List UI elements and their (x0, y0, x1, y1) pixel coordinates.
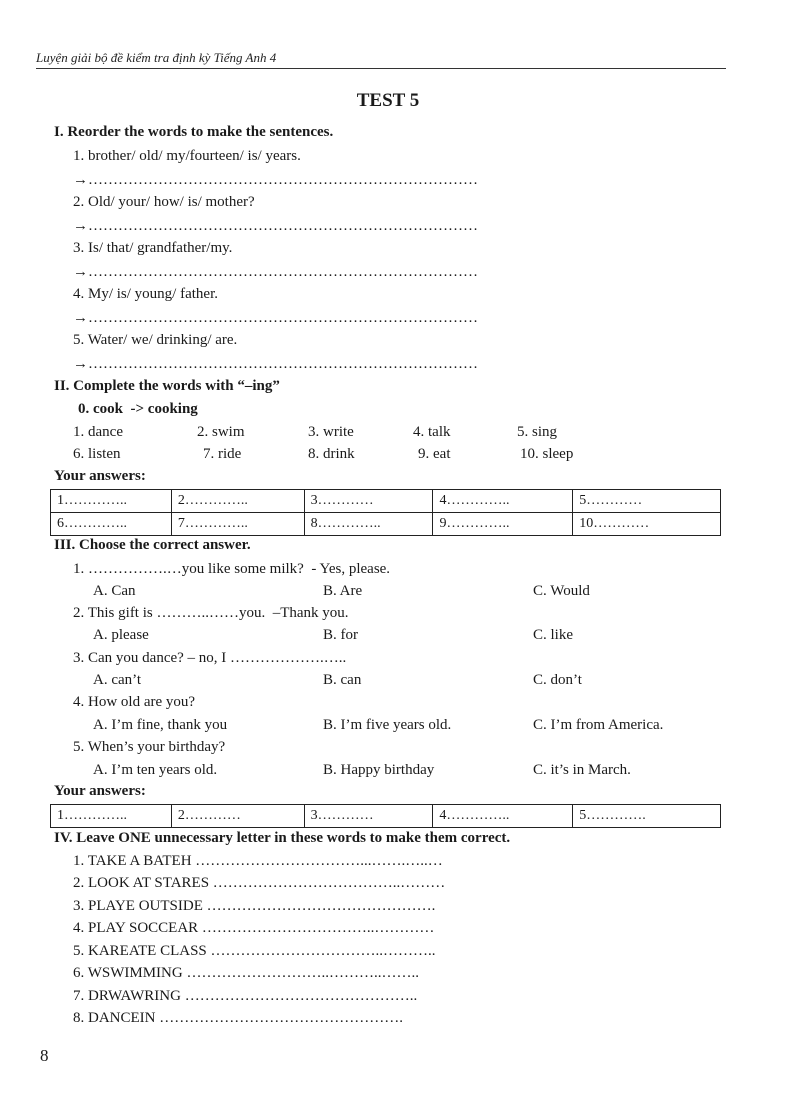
ing-word-2: 2. swim (197, 424, 245, 440)
mc-question-5: 5. When’s your birthday? (73, 739, 226, 755)
header-rule (36, 68, 726, 69)
ing-word-5: 5. sing (517, 424, 558, 440)
letter-item-2[interactable]: 2. LOOK AT STARES ………………………………..……… (73, 875, 446, 891)
mc-option-1b[interactable]: B. Are (323, 583, 363, 599)
letter-item-4[interactable]: 4. PLAY SOCCEAR ……………………………..………… (73, 920, 435, 936)
section3-answers-label: Your answers: (54, 783, 146, 799)
section3-answer-table (50, 804, 721, 828)
mc-question-3: 3. Can you dance? – no, I ……………….….. (73, 650, 347, 666)
answer-cell-7[interactable]: 7………….. (171, 513, 304, 536)
page-number: 8 (40, 1046, 49, 1065)
answer-cell-9[interactable]: 9………….. (433, 513, 573, 536)
letter-item-1[interactable]: 1. TAKE A BATEH ……………………………...…….…..… (73, 853, 443, 869)
answer-cell-4[interactable]: 4………….. (433, 490, 573, 513)
section2-answers-label: Your answers: (54, 468, 146, 484)
mc-option-2b[interactable]: B. for (323, 627, 358, 643)
mc-answer-cell-2[interactable]: 2………… (171, 805, 304, 828)
table-row (51, 513, 721, 536)
ing-word-7: 7. ride (203, 446, 242, 462)
mc-option-2a[interactable]: A. please (93, 627, 149, 643)
section3-heading: III. Choose the correct answer. (54, 537, 251, 553)
ing-example: 0. cook -> cooking (78, 401, 198, 417)
mc-option-5b[interactable]: B. Happy birthday (323, 762, 435, 778)
reorder-item-1: 1. brother/ old/ my/fourteen/ is/ years. (73, 148, 301, 164)
answer-line-4[interactable]: →…………………………………………………………………… (73, 310, 478, 326)
mc-question-1: 1. …………….…you like some milk? - Yes, please. (73, 561, 391, 577)
mc-option-3a[interactable]: A. can’t (93, 672, 142, 688)
ing-word-3: 3. write (308, 424, 354, 440)
answer-line-2[interactable]: →…………………………………………………………………… (73, 218, 478, 234)
mc-option-4a[interactable]: A. I’m fine, thank you (93, 717, 228, 733)
table-row (51, 490, 721, 513)
mc-answer-cell-1[interactable]: 1………….. (51, 805, 172, 828)
section4-heading: IV. Leave ONE unnecessary letter in these words to make them correct. (54, 830, 511, 846)
answer-cell-2[interactable]: 2………….. (171, 490, 304, 513)
section1-heading: I. Reorder the words to make the sentences. (54, 124, 334, 140)
answer-cell-6[interactable]: 6………….. (51, 513, 172, 536)
ing-word-4: 4. talk (413, 424, 451, 440)
running-head: Luyện giải bộ đề kiểm tra định kỳ Tiếng Anh 4 (36, 50, 277, 65)
mc-question-4: 4. How old are you? (73, 694, 196, 710)
ing-word-1: 1. dance (73, 424, 123, 440)
ing-word-6: 6. listen (73, 446, 121, 462)
mc-answer-cell-3[interactable]: 3………… (304, 805, 433, 828)
reorder-item-5: 5. Water/ we/ drinking/ are. (73, 332, 238, 348)
section2-answer-table (50, 489, 721, 536)
ing-word-8: 8. drink (308, 446, 355, 462)
mc-option-5a[interactable]: A. I’m ten years old. (93, 762, 218, 778)
answer-cell-1[interactable]: 1………….. (51, 490, 172, 513)
letter-item-6[interactable]: 6. WSWIMMING ………………………..………..…….. (73, 965, 419, 981)
answer-cell-5[interactable]: 5………… (573, 490, 721, 513)
ing-word-10: 10. sleep (520, 446, 574, 462)
mc-answer-cell-4[interactable]: 4………….. (433, 805, 573, 828)
letter-item-7[interactable]: 7. DRWAWRING ……………………………………….. (73, 988, 418, 1004)
answer-line-1[interactable]: →…………………………………………………………………… (73, 172, 478, 188)
mc-option-4c[interactable]: C. I’m from America. (533, 717, 664, 733)
table-row (51, 805, 721, 828)
mc-answer-cell-5[interactable]: 5…………. (573, 805, 721, 828)
reorder-item-2: 2. Old/ your/ how/ is/ mother? (73, 194, 255, 210)
reorder-item-4: 4. My/ is/ young/ father. (73, 286, 218, 302)
letter-item-3[interactable]: 3. PLAYE OUTSIDE ………………………………………. (73, 898, 436, 914)
answer-cell-10[interactable]: 10………… (573, 513, 721, 536)
mc-option-3b[interactable]: B. can (323, 672, 362, 688)
mc-option-1a[interactable]: A. Can (93, 583, 136, 599)
mc-option-3c[interactable]: C. don’t (533, 672, 582, 688)
answer-cell-8[interactable]: 8………….. (304, 513, 433, 536)
ing-word-9: 9. eat (418, 446, 451, 462)
mc-option-1c[interactable]: C. Would (533, 583, 590, 599)
section2-heading: II. Complete the words with “–ing” (54, 378, 280, 394)
mc-option-5c[interactable]: C. it’s in March. (533, 762, 631, 778)
answer-line-5[interactable]: →…………………………………………………………………… (73, 356, 478, 372)
letter-item-8[interactable]: 8. DANCEIN …………………………………………. (73, 1010, 403, 1026)
reorder-item-3: 3. Is/ that/ grandfather/my. (73, 240, 233, 256)
mc-option-2c[interactable]: C. like (533, 627, 573, 643)
mc-question-2: 2. This gift is ………..……you. –Thank you. (73, 605, 349, 621)
answer-line-3[interactable]: →…………………………………………………………………… (73, 264, 478, 280)
mc-option-4b[interactable]: B. I’m five years old. (323, 717, 452, 733)
test-title: TEST 5 (356, 90, 420, 111)
letter-item-5[interactable]: 5. KAREATE CLASS ……………………………..……….. (73, 943, 436, 959)
answer-cell-3[interactable]: 3………… (304, 490, 433, 513)
